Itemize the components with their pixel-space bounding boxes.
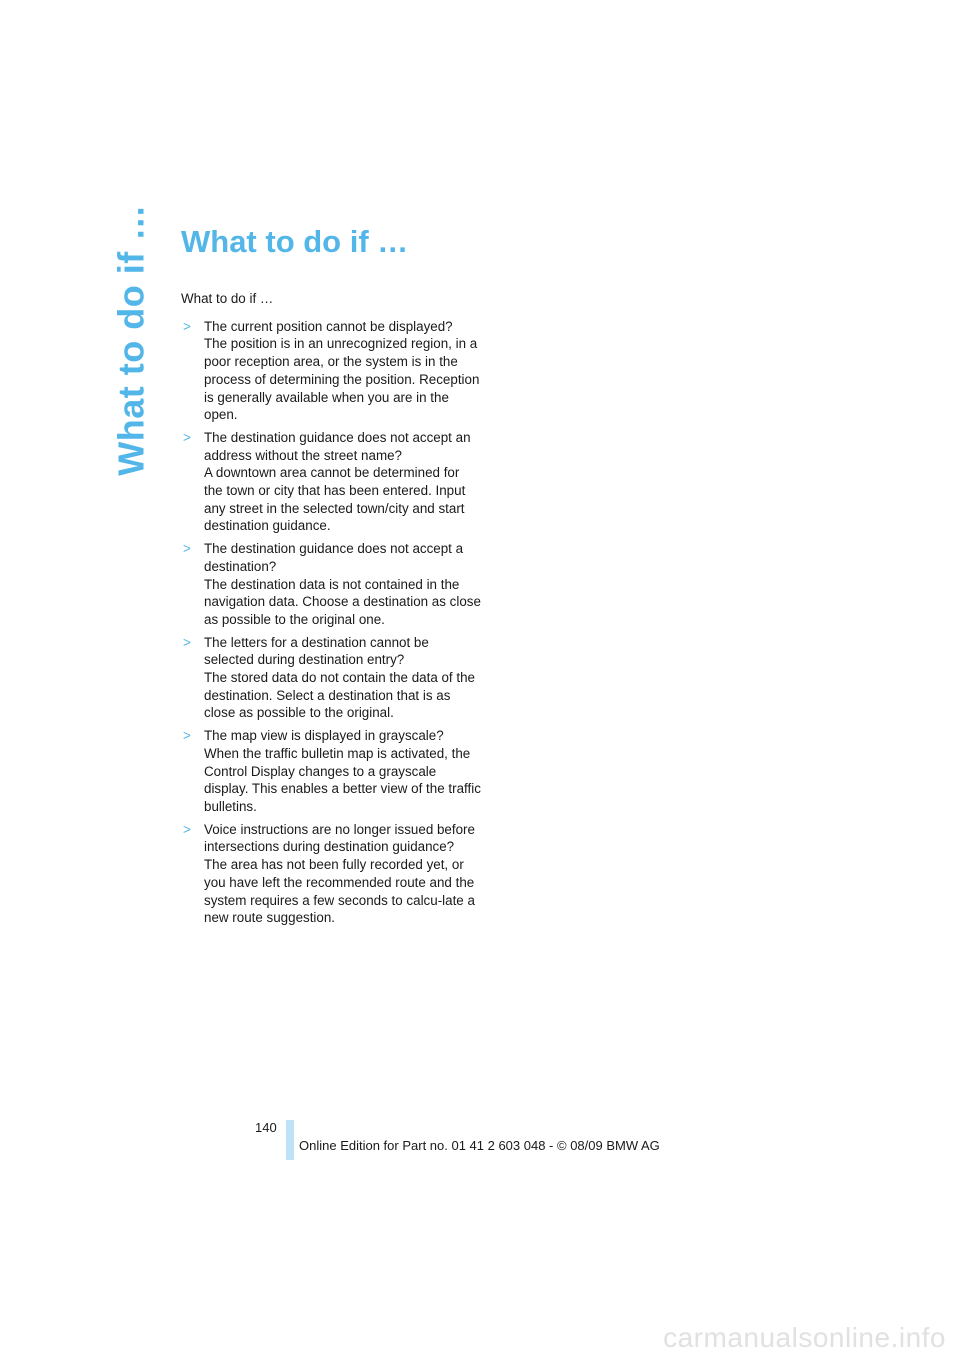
- footer-edition-text: Online Edition for Part no. 01 41 2 603 048 - © 08/09 BMW AG: [299, 1138, 660, 1153]
- faq-question: The destination guidance does not accept an address without the street name?: [204, 429, 471, 463]
- faq-answer: The stored data do not contain the data of the destination. Select a destination that is as close as possible to the original.: [204, 670, 475, 721]
- faq-list: [181, 318, 481, 927]
- main-content: [181, 290, 481, 932]
- faq-answer: The destination data is not contained in the navigation data. Choose a destination as close as possible to the original one.: [204, 576, 481, 627]
- bullet-arrow-icon: >: [183, 821, 191, 837]
- side-chapter-tab: [111, 204, 152, 476]
- faq-item-map-grayscale: [181, 727, 481, 816]
- footer-accent-bar: [286, 1120, 294, 1160]
- faq-answer: The position is in an unrecognized region, in a poor reception area, or the system is in the process of determining the position. Reception is generally available when you are in the open.: [204, 336, 480, 423]
- faq-item-destination-not-accepted: [181, 540, 481, 629]
- faq-answer: A downtown area cannot be determined for the town or city that has been entered. Input any street in the selected town/city and start destination guidance.: [204, 465, 466, 534]
- faq-question: The letters for a destination cannot be selected during destination entry?: [204, 634, 429, 668]
- faq-question: The current position cannot be displayed?: [204, 318, 453, 334]
- faq-item-current-position: [181, 318, 481, 424]
- page-number: 140: [255, 1120, 277, 1135]
- faq-item-letters-not-selectable: [181, 634, 481, 723]
- faq-answer: When the traffic bulletin map is activated, the Control Display changes to a grayscale display. This enables a better view of the traffic bulletins.: [204, 745, 481, 814]
- bullet-arrow-icon: >: [183, 728, 191, 744]
- faq-answer: The area has not been fully recorded yet, or you have left the recommended route and the system requires a few seconds to calcu-late a new route suggestion.: [204, 857, 475, 926]
- page-title: What to do if …: [181, 224, 409, 259]
- bullet-arrow-icon: >: [183, 318, 191, 334]
- faq-question: The map view is displayed in grayscale?: [204, 728, 444, 744]
- faq-item-voice-instructions: [181, 821, 481, 927]
- side-chapter-label: What to do if …: [111, 204, 152, 476]
- watermark-logo: carmanualsonline.info: [663, 1322, 946, 1353]
- bullet-arrow-icon: >: [183, 429, 191, 445]
- faq-question: Voice instructions are no longer issued before intersections during destination guidance?: [204, 821, 475, 855]
- bullet-arrow-icon: >: [183, 634, 191, 650]
- bullet-arrow-icon: >: [183, 541, 191, 557]
- intro-text: What to do if …: [181, 291, 274, 306]
- faq-question: The destination guidance does not accept a destination?: [204, 541, 464, 574]
- faq-item-no-street-name: [181, 429, 481, 535]
